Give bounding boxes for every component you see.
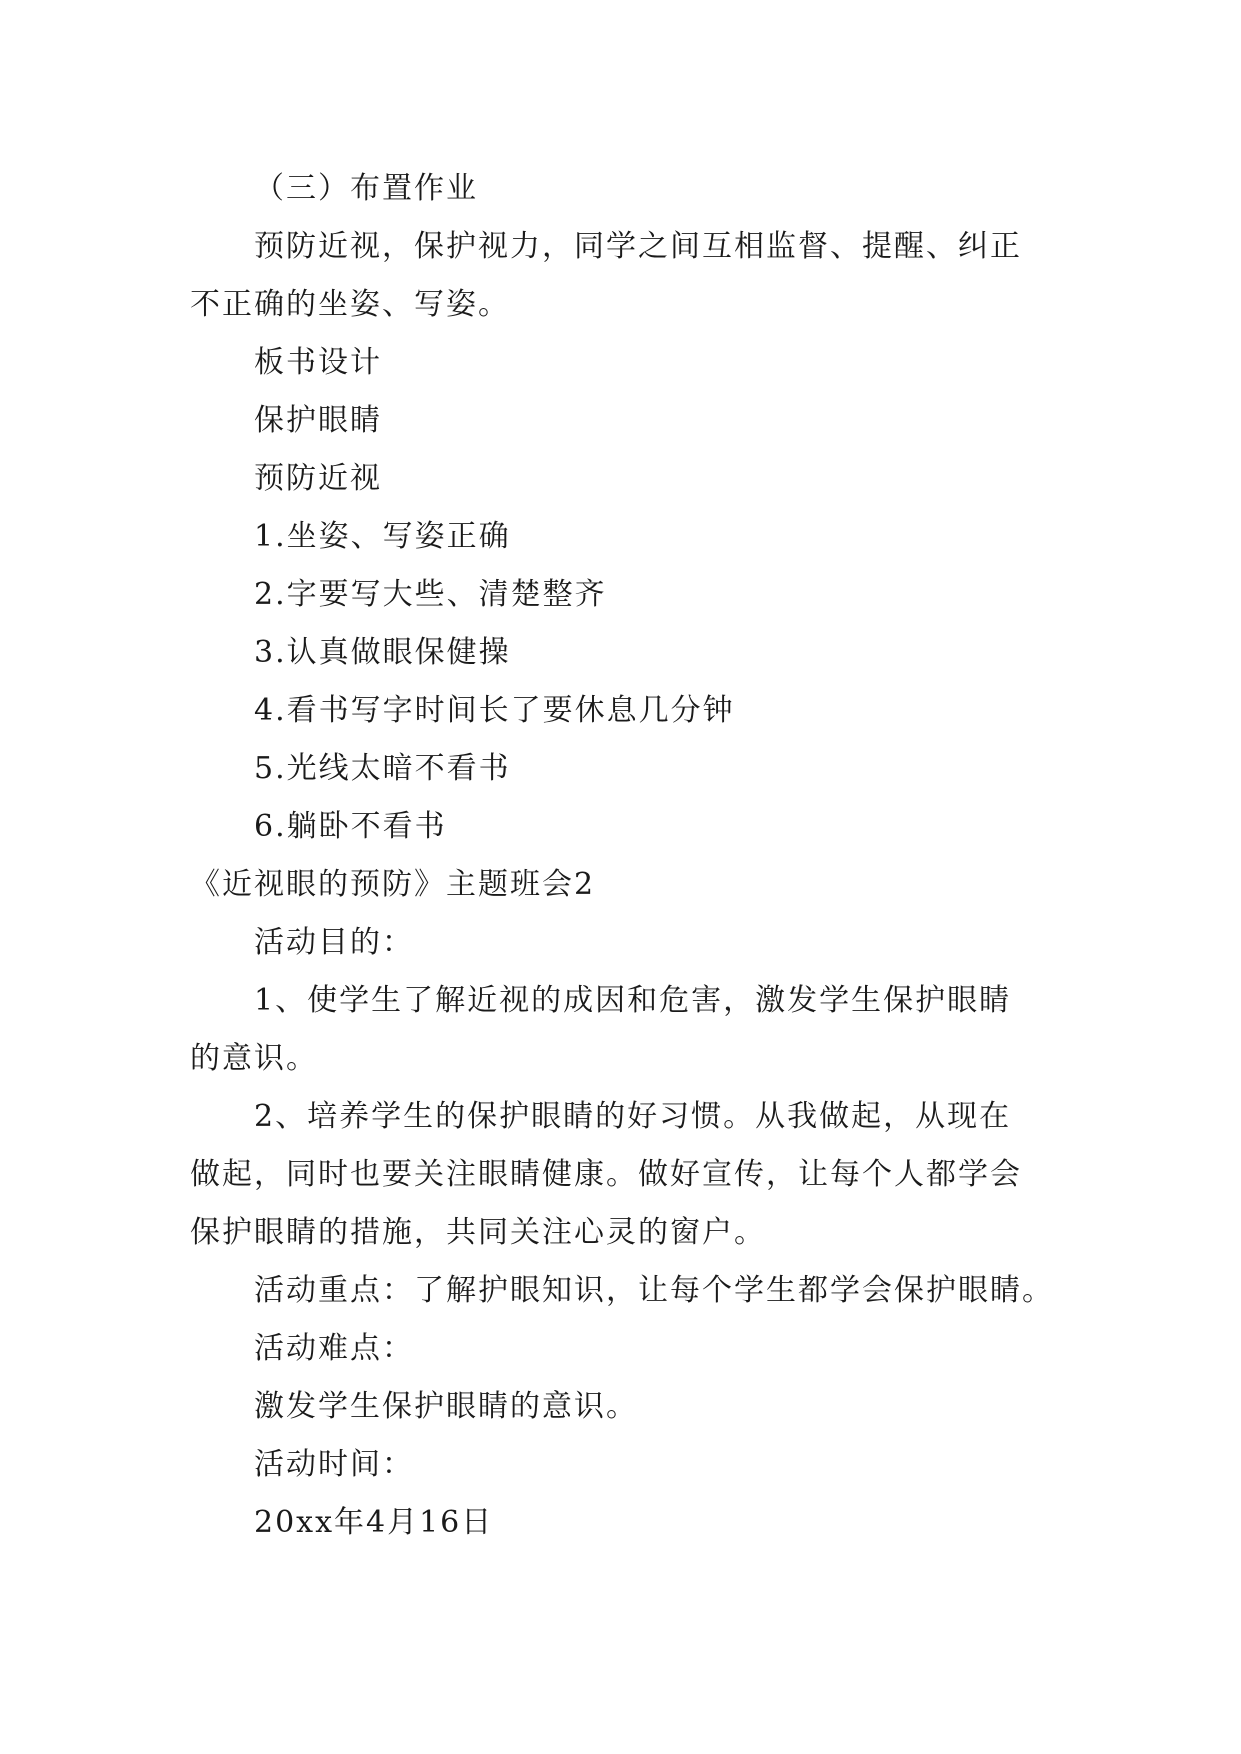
list-item: 3.认真做眼保健操	[254, 635, 511, 670]
paragraph-line: 的意识。	[190, 1041, 318, 1076]
paragraph-line: 1、使学生了解近视的成因和危害，激发学生保护眼睛	[254, 983, 1012, 1018]
board-design-heading: 板书设计	[254, 345, 382, 380]
list-item: 1.坐姿、写姿正确	[254, 519, 511, 554]
paragraph-line: 保护眼睛的措施，共同关注心灵的窗户。	[190, 1215, 766, 1250]
list-item: 2.字要写大些、清楚整齐	[254, 577, 607, 612]
list-item: 6.躺卧不看书	[254, 809, 447, 844]
paragraph-line: 预防近视，保护视力，同学之间互相监督、提醒、纠正	[254, 229, 1022, 264]
activity-date: 20xx年4月16日	[254, 1505, 494, 1540]
board-line: 预防近视	[254, 461, 382, 496]
paragraph-line: 做起，同时也要关注眼睛健康。做好宣传，让每个人都学会	[190, 1157, 1022, 1192]
section-heading-assignment: （三）布置作业	[254, 171, 478, 206]
paragraph-line: 2、培养学生的保护眼睛的好习惯。从我做起，从现在	[254, 1099, 1012, 1134]
paragraph-line: 不正确的坐姿、写姿。	[190, 287, 510, 322]
board-line: 保护眼睛	[254, 403, 382, 438]
list-item: 5.光线太暗不看书	[254, 751, 511, 786]
document-body	[190, 160, 1054, 1552]
paragraph-line: 激发学生保护眼睛的意识。	[254, 1389, 638, 1424]
list-item: 4.看书写字时间长了要休息几分钟	[254, 693, 735, 728]
activity-goal-heading: 活动目的：	[254, 925, 414, 960]
activity-difficulty-heading: 活动难点：	[254, 1331, 414, 1366]
activity-time-heading: 活动时间：	[254, 1447, 414, 1482]
activity-focus-line: 活动重点：了解护眼知识，让每个学生都学会保护眼睛。	[254, 1273, 1054, 1308]
section-title: 《近视眼的预防》主题班会2	[190, 867, 596, 902]
